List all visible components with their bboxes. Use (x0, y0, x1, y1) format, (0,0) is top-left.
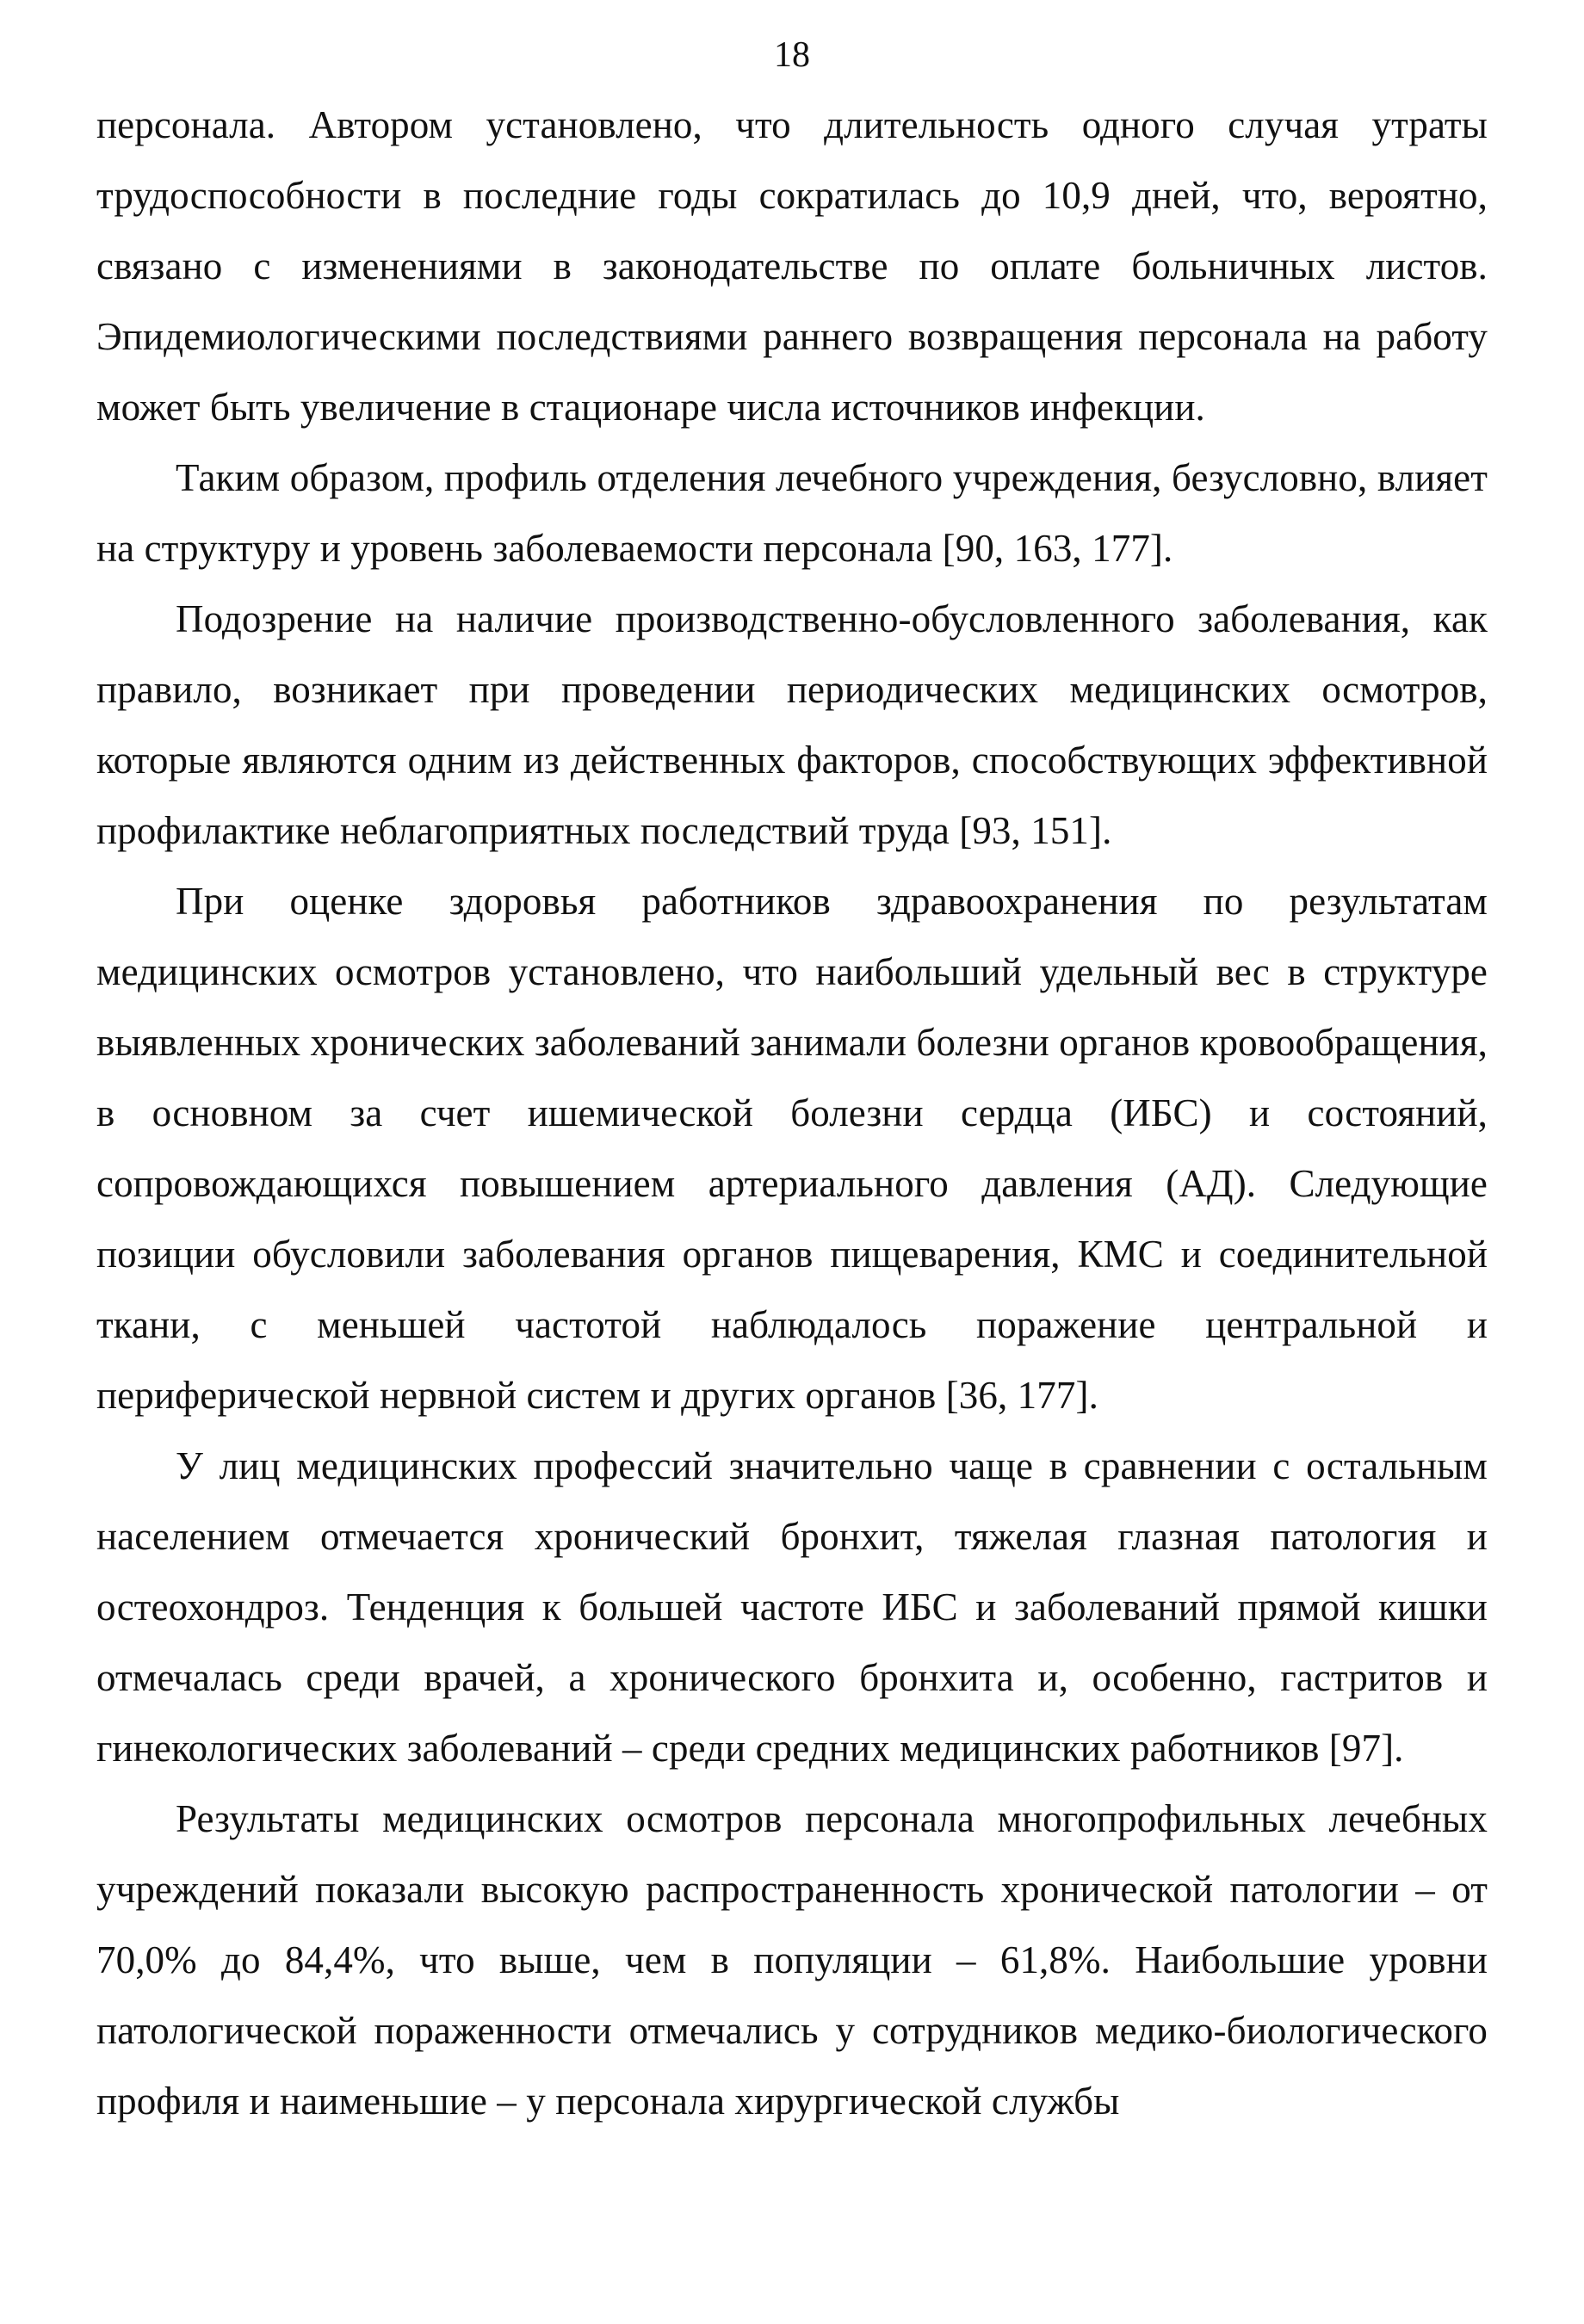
paragraph-continued: персонала. Автором установлено, что длительность одного случая утраты трудоспособности в последние годы сократилась до 10,9 дней, что, вероятно, связано с изменениями в законодательстве по оплате больничных листов. Эпидемиологическими последствиями раннего возвращения персонала на работу может быть увеличение в стационаре числа источников инфекции. (96, 103, 1488, 429)
paragraph-health-assessment: При оценке здоровья работников здравоохранения по результатам медицинских осмотров установлено, что наибольший удельный вес в структуре выявленных хронических заболеваний занимали болезни органов кровообращения, в основном за счет ишемической болезни сердца (ИБС) и состояний, сопровождающихся повышением артериального давления (АД). Следующие позиции обусловили заболевания органов пищеварения, КМС и соединительной ткани, с меньшей частотой наблюдалось поражение центральной и периферической нервной систем и других органов [36, 177]. (96, 880, 1488, 1417)
body-text (96, 90, 1488, 2136)
paragraph-medical-professions: У лиц медицинских профессий значительно чаще в сравнении с остальным населением отмечается хронический бронхит, тяжелая глазная патология и остеохондроз. Тенденция к большей частоте ИБС и заболеваний прямой кишки отмечалась среди врачей, а хронического бронхита и, особенно, гастритов и гинекологических заболеваний – среди средних медицинских работников [97]. (96, 1444, 1488, 1770)
paragraph-occupational-disease-suspicion: Подозрение на наличие производственно-обусловленного заболевания, как правило, возникает при проведении периодических медицинских осмотров, которые являются одним из действенных факторов, способствующих эффективной профилактике неблагоприятных последствий труда [93, 151]. (96, 597, 1488, 852)
paragraph-medical-examination-results: Результаты медицинских осмотров персонала многопрофильных лечебных учреждений показали высокую распространенность хронической патологии – от 70,0% до 84,4%, что выше, чем в популяции – 61,8%. Наибольшие уровни патологической пораженности отмечались у сотрудников медико-биологического профиля и наименьшие – у персонала хирургической службы (96, 1797, 1488, 2123)
paragraph-department-profile: Таким образом, профиль отделения лечебного учреждения, безусловно, влияет на структуру и уровень заболеваемости персонала [90, 163, 177]. (96, 456, 1488, 570)
page-number: 18 (774, 35, 810, 75)
